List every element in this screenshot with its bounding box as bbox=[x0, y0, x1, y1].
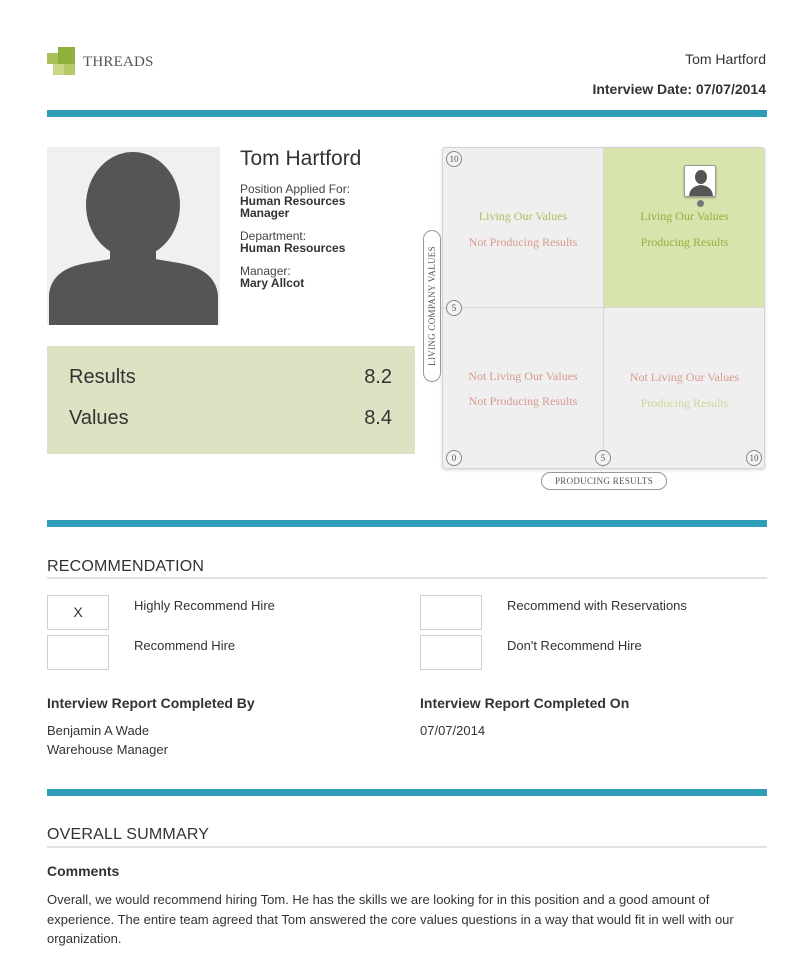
y-axis-text: LIVING COMPANY VALUES bbox=[427, 246, 437, 366]
option-recommend: Recommend Hire bbox=[134, 638, 236, 653]
header-candidate-name: Tom Hartford bbox=[685, 51, 766, 67]
checkbox-recommend[interactable] bbox=[47, 635, 109, 670]
summary-title: OVERALL SUMMARY bbox=[47, 826, 210, 843]
checkbox-highly-recommend[interactable]: X bbox=[47, 595, 109, 630]
header-interview-date: Interview Date: 07/07/2014 bbox=[592, 81, 766, 97]
logo-text: THREADS bbox=[83, 54, 154, 70]
x-tick-label: 0 bbox=[446, 450, 462, 466]
results-label: Results bbox=[69, 366, 136, 388]
score-panel bbox=[47, 346, 415, 454]
candidate-marker-icon bbox=[684, 165, 716, 197]
completed-by-title: Warehouse Manager bbox=[47, 742, 168, 757]
section-rule bbox=[47, 846, 767, 848]
completed-by-name: Benjamin A Wade bbox=[47, 723, 150, 738]
position-label: Position Applied For: bbox=[240, 182, 351, 196]
quadrant-text: Producing Results bbox=[640, 396, 729, 410]
completed-by-label: Interview Report Completed By bbox=[47, 695, 255, 711]
completed-on-date: 07/07/2014 bbox=[420, 723, 486, 738]
recommendation-title: RECOMMENDATION bbox=[47, 558, 205, 575]
threads-logo bbox=[47, 47, 157, 77]
quadrant-text: Producing Results bbox=[640, 235, 729, 249]
quadrant-text: Not Producing Results bbox=[468, 394, 578, 408]
checkbox-recommend-reservations[interactable] bbox=[420, 595, 482, 630]
quadrant-top-left bbox=[443, 148, 604, 308]
divider-bar bbox=[47, 789, 767, 796]
option-highly-recommend: Highly Recommend Hire bbox=[134, 598, 275, 613]
divider-bar bbox=[47, 110, 767, 117]
x-axis-label: PRODUCING RESULTS bbox=[541, 472, 667, 490]
manager-label: Manager: bbox=[240, 264, 291, 278]
values-score: 8.4 bbox=[364, 407, 392, 429]
checkbox-dont-recommend[interactable] bbox=[420, 635, 482, 670]
quadrant-bottom-right bbox=[604, 308, 765, 468]
department-value: Human Resources bbox=[240, 241, 346, 255]
quadrant-text: Not Living Our Values bbox=[629, 370, 740, 384]
quadrant-text: Not Producing Results bbox=[468, 235, 578, 249]
quadrant-text: Living Our Values bbox=[478, 209, 568, 223]
person-silhouette-icon bbox=[47, 147, 220, 325]
department-label: Department: bbox=[240, 229, 307, 243]
position-value: Human Resources Manager bbox=[240, 194, 346, 220]
values-results-matrix bbox=[442, 147, 765, 469]
quadrant-text: Not Living Our Values bbox=[468, 369, 578, 383]
comments-label: Comments bbox=[47, 863, 120, 879]
marker-point bbox=[697, 200, 704, 207]
y-tick-label: 5 bbox=[446, 300, 462, 316]
x-tick-label: 10 bbox=[746, 450, 762, 466]
candidate-name: Tom Hartford bbox=[240, 147, 362, 170]
avatar bbox=[47, 147, 220, 325]
comments-text: Overall, we would recommend hiring Tom. He has the skills we are looking for in this position and a good amount of experience. The entire team agreed that Tom answered the core values questions in a way that would fit in well with our organization. bbox=[47, 892, 734, 946]
x-tick-label: 5 bbox=[595, 450, 611, 466]
divider-bar bbox=[47, 520, 767, 527]
quadrant-bottom-left bbox=[443, 308, 604, 468]
logo-mark-icon bbox=[47, 47, 77, 77]
option-recommend-reservations: Recommend with Reservations bbox=[507, 598, 687, 613]
section-rule bbox=[47, 577, 767, 579]
y-axis-label bbox=[423, 230, 441, 382]
option-dont-recommend: Don't Recommend Hire bbox=[507, 638, 642, 653]
values-label: Values bbox=[69, 407, 129, 429]
completed-on-label: Interview Report Completed On bbox=[420, 695, 630, 711]
y-tick-label: 10 bbox=[446, 151, 462, 167]
quadrant-text: Living Our Values bbox=[640, 209, 729, 223]
results-score: 8.2 bbox=[364, 366, 392, 388]
manager-value: Mary Allcot bbox=[240, 276, 305, 290]
